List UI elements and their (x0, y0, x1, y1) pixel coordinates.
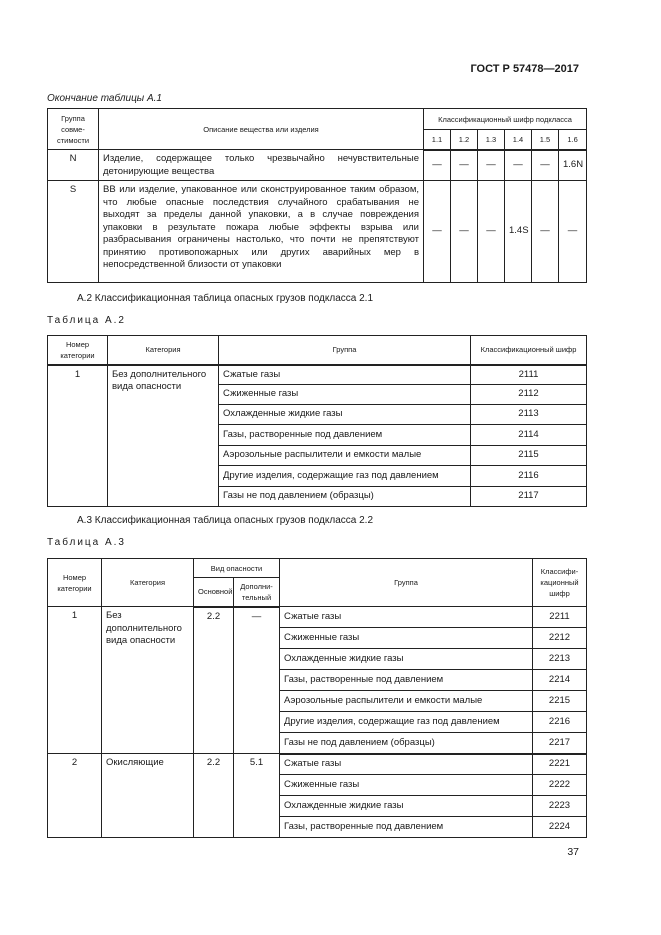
code-cell: 1.4S (505, 181, 532, 283)
table-row (48, 181, 587, 283)
section-a2-title: А.2 Классификационная таблица опасных грузов подкласса 2.1 (77, 293, 374, 304)
col-header-main: Основной (194, 578, 234, 607)
table-row (48, 150, 587, 181)
col-header-number: Номер категории (48, 336, 108, 365)
subclass-header: 1.5 (532, 130, 559, 150)
page-number: 37 (567, 846, 579, 858)
code-cell: — (478, 150, 505, 181)
code-cell: 2215 (533, 691, 587, 712)
group-cell: Аэрозольные распылители и емкости малые (280, 691, 533, 712)
group-cell: Сжиженные газы (219, 385, 471, 405)
hazard-main-cell: 2.2 (194, 754, 234, 838)
col-header-category: Категория (102, 559, 194, 607)
code-cell: 2212 (533, 628, 587, 649)
col-header-code: Классификационный шифр (471, 336, 587, 365)
group-code-cell: S (48, 181, 99, 283)
code-cell: — (532, 150, 559, 181)
table-a1 (47, 108, 587, 283)
col-header-category: Категория (108, 336, 219, 365)
col-header-group: Группа (219, 336, 471, 365)
table-a2-label: Таблица А.2 (47, 315, 126, 326)
code-cell: 2111 (471, 365, 587, 385)
code-cell: — (559, 181, 587, 283)
table-a2 (47, 335, 587, 507)
code-cell: — (505, 150, 532, 181)
col-header-group: Группа (280, 559, 533, 607)
category-number-cell: 2 (48, 754, 102, 838)
subclass-header: 1.6 (559, 130, 587, 150)
code-cell: 2113 (471, 405, 587, 425)
group-cell: Сжиженные газы (280, 775, 533, 796)
category-cell: Окисляющие (102, 754, 194, 838)
code-cell: — (451, 150, 478, 181)
description-cell: Изделие, содержащее только чрезвычайно нечувствительные детонирующие вещества (99, 150, 424, 181)
table-row (48, 365, 587, 385)
col-header-hazard: Вид опасности (194, 559, 280, 578)
code-cell: — (532, 181, 559, 283)
group-cell: Охлажденные жидкие газы (219, 405, 471, 425)
table-row (48, 754, 587, 775)
group-cell: Сжатые газы (219, 365, 471, 385)
code-cell: 2216 (533, 712, 587, 733)
code-cell: 2221 (533, 754, 587, 775)
code-cell: 2213 (533, 649, 587, 670)
code-cell: 1.6N (559, 150, 587, 181)
code-cell: — (424, 181, 451, 283)
code-cell: — (478, 181, 505, 283)
col-header-description: Описание вещества или изделия (99, 109, 424, 150)
group-cell: Сжатые газы (280, 754, 533, 775)
code-cell: 2117 (471, 487, 587, 507)
code-cell: 2114 (471, 425, 587, 446)
code-cell: 2224 (533, 817, 587, 838)
category-number-cell: 1 (48, 607, 102, 754)
code-cell: 2214 (533, 670, 587, 691)
group-cell: Охлажденные жидкие газы (280, 649, 533, 670)
group-cell: Газы, растворенные под давлением (280, 817, 533, 838)
col-header-code: Классифи-кационный шифр (533, 559, 587, 607)
group-cell: Газы, растворенные под давлением (280, 670, 533, 691)
group-cell: Газы не под давлением (образцы) (219, 487, 471, 507)
description-cell: ВВ или изделие, упакованное или сконструированное таким образом, что любые опасные последствия случайного срабатывания не выходят за пределы данной упаковки, а в случае повреждения упаковки в результате пожара любые эффекты взрыва или разбрасывания ограничены настолько, что почти не препятствуют принятию противопожарных или других аварийных мер в непосредственной близости от упаковки (99, 181, 424, 283)
group-cell: Охлажденные жидкие газы (280, 796, 533, 817)
code-cell: — (451, 181, 478, 283)
code-cell: 2211 (533, 607, 587, 628)
subclass-header: 1.4 (505, 130, 532, 150)
group-cell: Сжатые газы (280, 607, 533, 628)
col-header-group: Группа совме-стимости (48, 109, 99, 150)
col-header-number: Номер категории (48, 559, 102, 607)
group-cell: Сжиженные газы (280, 628, 533, 649)
code-cell: 2116 (471, 466, 587, 487)
subclass-header: 1.2 (451, 130, 478, 150)
subclass-header: 1.1 (424, 130, 451, 150)
code-cell: 2222 (533, 775, 587, 796)
hazard-extra-cell: 5.1 (234, 754, 280, 838)
code-cell: 2223 (533, 796, 587, 817)
hazard-extra-cell: — (234, 607, 280, 754)
col-header-class-code: Классификационный шифр подкласса (424, 109, 587, 130)
subclass-header: 1.3 (478, 130, 505, 150)
group-cell: Газы не под давлением (образцы) (280, 733, 533, 754)
standard-header: ГОСТ Р 57478—2017 (470, 63, 579, 75)
col-header-extra: Дополни-тельный (234, 578, 280, 607)
code-cell: — (424, 150, 451, 181)
code-cell: 2112 (471, 385, 587, 405)
section-a3-title: А.3 Классификационная таблица опасных грузов подкласса 2.2 (77, 515, 374, 526)
group-cell: Другие изделия, содержащие газ под давлением (280, 712, 533, 733)
category-cell: Без дополнительного вида опасности (102, 607, 194, 754)
table-a3-label: Таблица А.3 (47, 537, 126, 548)
category-number-cell: 1 (48, 365, 108, 507)
hazard-main-cell: 2.2 (194, 607, 234, 754)
table-a3 (47, 558, 587, 838)
category-cell: Без дополнительного вида опасности (108, 365, 219, 507)
group-cell: Другие изделия, содержащие газ под давлением (219, 466, 471, 487)
group-cell: Аэрозольные распылители и емкости малые (219, 446, 471, 466)
group-cell: Газы, растворенные под давлением (219, 425, 471, 446)
table-row (48, 607, 587, 628)
table-a1-caption: Окончание таблицы А.1 (47, 93, 162, 104)
code-cell: 2217 (533, 733, 587, 754)
group-code-cell: N (48, 150, 99, 181)
code-cell: 2115 (471, 446, 587, 466)
